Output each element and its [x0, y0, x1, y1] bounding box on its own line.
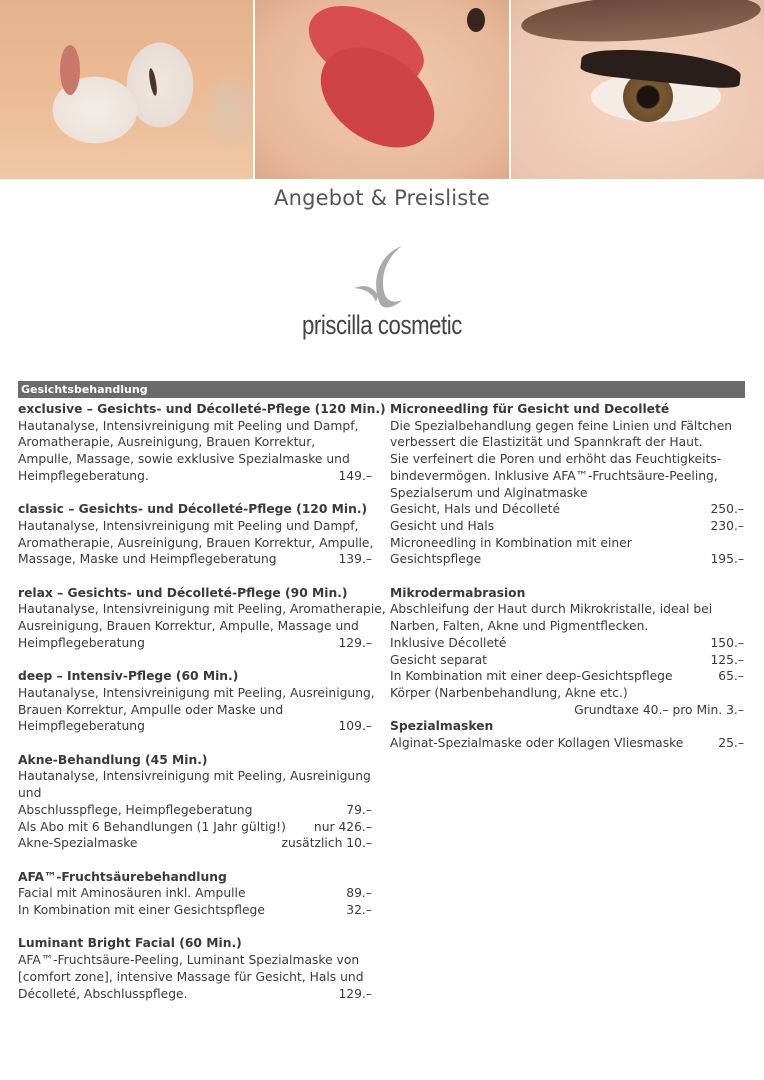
service-description: Brauen Korrektur, Ampulle oder Maske und	[18, 702, 284, 717]
service-relax	[18, 585, 386, 652]
service-description: Sie verfeinert die Poren und erhöht das Feuchtigkeits-	[390, 452, 722, 467]
service-description: bindevermögen. Inklusive AFA™-Fruchtsäure-Peeling,	[390, 468, 718, 483]
price-row	[18, 885, 372, 902]
service-akne	[18, 752, 372, 852]
service-description: Aromatherapie, Ausreinigung, Brauen Korrektur,	[18, 435, 316, 450]
service-title: classic – Gesichts- und Décolleté-Pflege (120 Min.)	[18, 502, 368, 517]
service-description: Ampulle, Massage, sowie exklusive Spezialmaske und	[18, 452, 350, 467]
service-title: Luminant Bright Facial (60 Min.)	[18, 936, 242, 951]
price-row	[390, 735, 744, 752]
service-description: und	[18, 786, 42, 801]
price-row	[18, 468, 372, 485]
price-row	[18, 551, 372, 568]
eyelash-photo	[511, 0, 764, 179]
service-description: Aromatherapie, Ausreinigung, Brauen Korrektur, Ampulle,	[18, 535, 374, 550]
service-title: deep – Intensiv-Pflege (60 Min.)	[18, 669, 239, 684]
price-label: Heimpflegeberatung.	[18, 468, 149, 483]
price-label: Inklusive Décolleté	[390, 635, 507, 650]
lips-photo	[255, 0, 508, 179]
price-value: 195.–	[710, 552, 744, 567]
page-title: Angebot & Preisliste	[274, 186, 490, 210]
service-title: AFA™-Fruchtsäurebehandlung	[18, 869, 227, 884]
service-title: Akne-Behandlung (45 Min.)	[18, 752, 208, 767]
price-value: 129.–	[338, 635, 372, 650]
price-label: Heimpflegeberatung	[18, 719, 145, 734]
price-row	[390, 518, 744, 535]
service-microneedling	[390, 401, 744, 568]
price-row	[18, 902, 372, 919]
service-classic	[18, 501, 372, 568]
price-value: 89.–	[346, 886, 372, 901]
price-label: Heimpflegeberatung	[18, 635, 145, 650]
brand-logo-icon	[350, 244, 410, 310]
service-description: Hautanalyse, Intensivreinigung mit Peeling, Ausreinigung,	[18, 685, 375, 700]
price-row	[390, 652, 744, 669]
price-label: Abschlusspflege, Heimpflegeberatung	[18, 802, 253, 817]
price-row	[18, 802, 372, 819]
price-value: Grundtaxe 40.– pro Min. 3.–	[574, 702, 744, 717]
header-photo-strip	[0, 0, 764, 179]
price-value: 250.–	[710, 502, 744, 517]
service-exclusive	[18, 401, 386, 485]
service-description: Narben, Falten, Akne und Pigmentflecken.	[390, 619, 649, 634]
facial-mask-photo	[0, 0, 253, 179]
service-title: exclusive – Gesichts- und Décolleté-Pflege (120 Min.)	[18, 402, 386, 416]
service-description: Hautanalyse, Intensivreinigung mit Peeling und Dampf,	[18, 418, 359, 433]
price-label: Décolleté, Abschlusspflege.	[18, 986, 188, 1001]
service-description: Microneedling in Kombination mit einer	[390, 535, 632, 550]
price-value: 149.–	[338, 468, 372, 483]
price-label: Als Abo mit 6 Behandlungen (1 Jahr gültig!)	[18, 819, 286, 834]
price-value: 139.–	[338, 552, 372, 567]
price-value: nur 426.–	[313, 819, 372, 834]
service-description: Spezialserum und Alginatmaske	[390, 485, 588, 500]
service-description: AFA™-Fruchtsäure-Peeling, Luminant Spezialmaske von	[18, 953, 360, 968]
service-description: Ausreinigung, Brauen Korrektur, Ampulle, Massage und	[18, 619, 359, 634]
service-mikrodermabrasion	[390, 585, 744, 719]
section-header-gesichtsbehandlung: Gesichtsbehandlung	[18, 381, 745, 398]
left-column	[18, 401, 386, 1002]
price-row	[18, 819, 372, 836]
brand-name: priscilla cosmetic	[302, 310, 462, 340]
price-label: Gesicht und Hals	[390, 518, 495, 533]
price-row	[390, 668, 744, 685]
price-label: Gesichtspflege	[390, 552, 482, 567]
price-row	[390, 635, 744, 652]
service-spezialmasken	[390, 718, 744, 751]
service-description: verbessert die Elastizität und Spannkraft der Haut.	[390, 435, 703, 450]
service-deep	[18, 668, 375, 735]
price-value: 125.–	[710, 652, 744, 667]
service-description: Die Spezialbehandlung gegen feine Linien und Fältchen	[390, 418, 733, 433]
service-afa	[18, 869, 372, 919]
service-description: Abschleifung der Haut durch Mikrokristalle, ideal bei	[390, 602, 713, 617]
price-value: 65.–	[718, 669, 744, 684]
price-value: zusätzlich 10.–	[281, 836, 372, 851]
price-row	[390, 551, 744, 568]
price-value: 79.–	[346, 802, 372, 817]
price-value: 230.–	[710, 518, 744, 533]
service-title: Microneedling für Gesicht und Decolleté	[390, 402, 670, 416]
service-title: relax – Gesichts- und Décolleté-Pflege (90 Min.)	[18, 585, 348, 600]
service-description: Körper (Narbenbehandlung, Akne etc.)	[390, 685, 628, 700]
price-label: Gesicht, Hals und Décolleté	[390, 502, 561, 517]
service-title: Spezialmasken	[390, 719, 494, 734]
price-label: Facial mit Aminosäuren inkl. Ampulle	[18, 886, 246, 901]
price-value: 25.–	[718, 736, 744, 751]
price-value: 129.–	[338, 986, 372, 1001]
price-label: Akne-Spezialmaske	[18, 836, 138, 851]
price-row	[18, 718, 372, 735]
price-label: In Kombination mit einer Gesichtspflege	[18, 903, 265, 918]
service-luminant	[18, 935, 372, 1002]
price-row	[18, 835, 372, 852]
price-label: Alginat-Spezialmaske oder Kollagen Vliesmaske	[390, 736, 684, 751]
price-label: In Kombination mit einer deep-Gesichtspflege	[390, 669, 673, 684]
price-row	[390, 501, 744, 518]
service-description: [comfort zone], intensive Massage für Gesicht, Hals und	[18, 969, 364, 984]
service-title: Mikrodermabrasion	[390, 585, 526, 600]
price-row	[18, 635, 372, 652]
right-column	[390, 401, 744, 752]
price-row	[18, 986, 372, 1003]
price-value: 150.–	[710, 635, 744, 650]
price-label: Gesicht separat	[390, 652, 487, 667]
price-label: Massage, Maske und Heimpflegeberatung	[18, 552, 277, 567]
price-value: 32.–	[346, 903, 372, 918]
price-value: 109.–	[338, 719, 372, 734]
service-description: Hautanalyse, Intensivreinigung mit Peeling, Aromatherapie,	[18, 602, 386, 617]
service-description: Hautanalyse, Intensivreinigung mit Peeling und Dampf,	[18, 518, 359, 533]
service-description: Hautanalyse, Intensivreinigung mit Peeling, Ausreinigung	[18, 769, 371, 784]
